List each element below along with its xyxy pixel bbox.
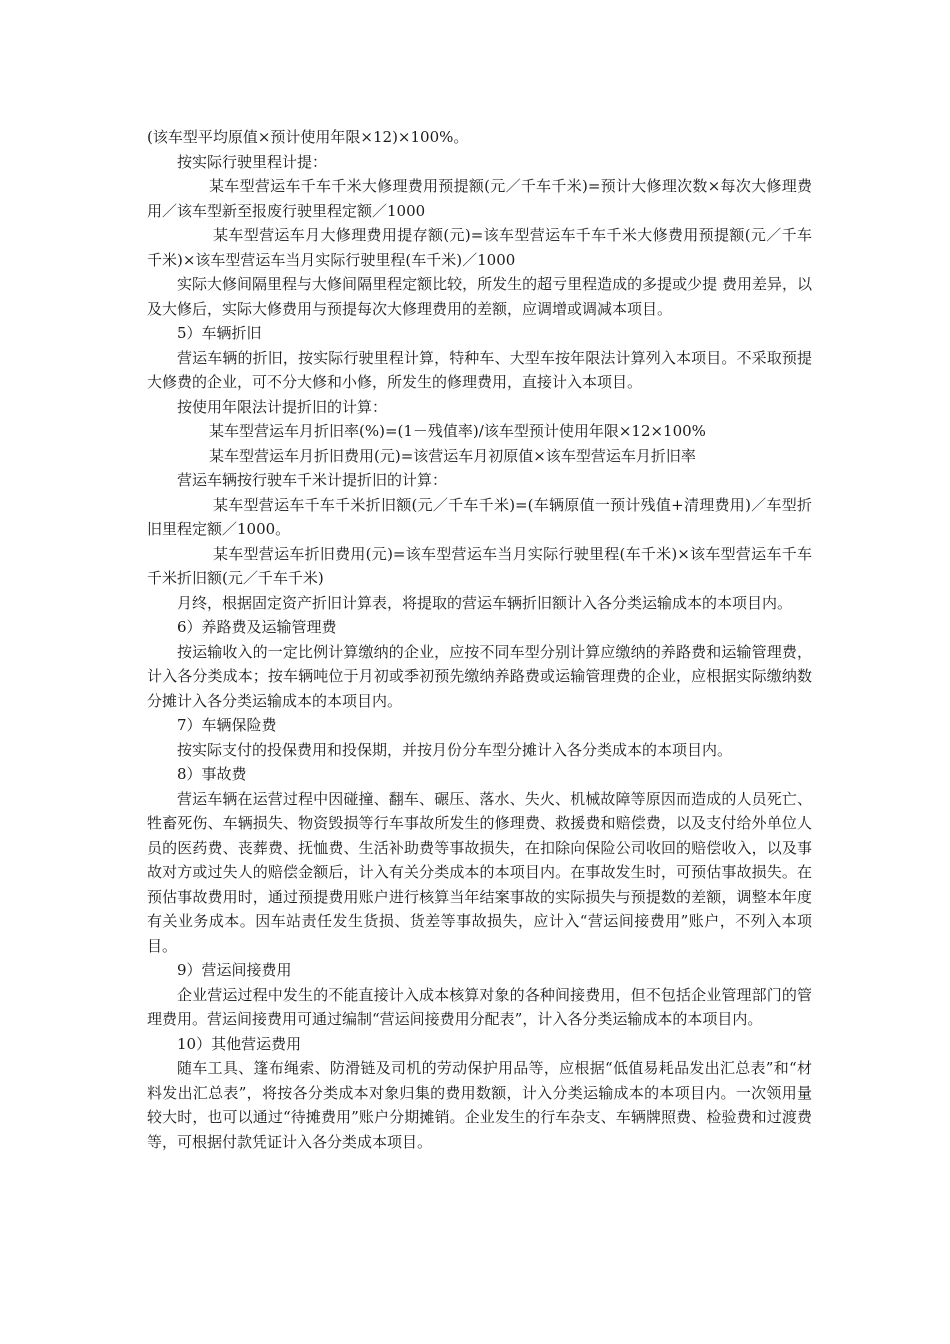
- section-heading-indirect-costs: 9）营运间接费用: [177, 961, 292, 979]
- paragraph-month-end-depreciation: 月终，根据固定资产折旧计算表，将提取的营运车辆折旧额计入各分类运输成本的本项目内。: [177, 593, 793, 612]
- paragraph-indirect-costs: 企业营运过程中发生的不能直接计入成本核算对象的各种间接费用，但不包括企业管理部门的管理费用。营运间接费用可通过编制“营运间接费用分配表”，计入各分类运输成本的本项目内。: [147, 985, 812, 1028]
- section-heading-depreciation: 5）车辆折旧: [177, 324, 262, 342]
- paragraph-accident: 营运车辆在运营过程中因碰撞、翻车、碾压、落水、失火、机械故障等原因而造成的人员死亡、牲畜死伤、车辆损失、物资毁损等行车事故所发生的修理费、救援费和赔偿费，以及支付给外单位人员的医药费、丧葬费、抚恤费、生活补助费等事故损失，在扣除向保险公司收回的赔偿收入，以及事故对方或过失人的赔偿金额后，计入有关分类成本的本项目内。在事故发生时，可预估事故损失。在预估事故费用时，通过预提费用账户进行核算当年结案事故的实际损失与预提数的差额，调整本年度有关业务成本。因车站责任发生货损、货差等事故损失，应计入“营运间接费用”账户，不列入本项目。: [147, 789, 812, 955]
- paragraph-road-maintenance: 按运输收入的一定比例计算缴纳的企业，应按不同车型分别计算应缴纳的养路费和运输管理费，计入各分类成本；按车辆吨位于月初或季初预先缴纳养路费或运输管理费的企业，应根据实际缴纳数分摊计入各分类运输成本的本项目内。: [147, 642, 812, 710]
- paragraph-mileage-depreciation-label: 营运车辆按行驶车千米计提折旧的计算：: [177, 471, 448, 489]
- formula-overhaul-monthly-provision: 某车型营运车月大修理费用提存额(元)=该车型营运车千车千米大修费用预提额(元／千车千米)×该车型营运车当月实际行驶里程(车千米)／1000: [147, 226, 812, 269]
- formula-overhaul-provision-rate: 某车型营运车千车千米大修理费用预提额(元／千车千米)=预计大修理次数×每次大修理费用／该车型新至报废行驶里程定额／1000: [147, 177, 812, 220]
- paragraph-overhaul-difference: 实际大修间隔里程与大修间隔里程定额比较，所发生的超亏里程造成的多提或少提 费用差异，以及大修后，实际大修费用与预提每次大修理费用的差额，应调增或调减本项目。: [147, 275, 812, 318]
- paragraph-depreciation-intro: 营运车辆的折旧，按实际行驶里程计算，特种车、大型车按年限法计算列入本项目。不采取预提大修费的企业，可不分大修和小修，所发生的修理费用，直接计入本项目。: [147, 348, 812, 391]
- formula-depreciation-per-km: 某车型营运车千车千米折旧额(元／千车千米)=(车辆原值一预计残值+清理费用)／车型折旧里程定额／1000。: [147, 495, 812, 538]
- paragraph-straight-line-label: 按使用年限法计提折旧的计算：: [177, 397, 388, 416]
- paragraph-other-costs: 随车工具、篷布绳索、防滑链及司机的劳动保护用品等，应根据“低值易耗品发出汇总表”和“材料发出汇总表”，将按各分类成本对象归集的费用数额，计入分类运输成本的本项目内。一次领用量较大时，也可以通过“待摊费用”账户分期摊销。企业发生的行车杂支、车辆牌照费、检验费和过渡费等，可根据付款凭证计入各分类成本项目。: [147, 1059, 812, 1151]
- paragraph-insurance: 按实际支付的投保费用和投保期，并按月份分车型分摊计入各分类成本的本项目内。: [177, 740, 733, 759]
- section-heading-other-costs: 10）其他营运费用: [177, 1034, 302, 1053]
- section-heading-accident: 8）事故费: [177, 765, 247, 783]
- section-heading-insurance: 7）车辆保险费: [177, 716, 277, 734]
- formula-monthly-depreciation-rate: 某车型营运车月折旧率(%)=(1－残值率)/该车型预计使用年限×12×100%: [209, 422, 706, 440]
- document-body: [147, 125, 812, 1154]
- formula-monthly-depreciation-cost: 某车型营运车月折旧费用(元)=该营运车月初原值×该车型营运车月折旧率: [209, 446, 696, 465]
- formula-continuation: (该车型平均原值×预计使用年限×12)×100%。: [147, 128, 469, 146]
- formula-depreciation-cost: 某车型营运车折旧费用(元)=该车型营运车当月实际行驶里程(车千米)×该车型营运车千车千米折旧额(元／千车千米): [147, 544, 812, 587]
- section-heading-road-maintenance: 6）养路费及运输管理费: [177, 618, 337, 636]
- paragraph-mileage-method-label: 按实际行驶里程计提：: [177, 152, 328, 171]
